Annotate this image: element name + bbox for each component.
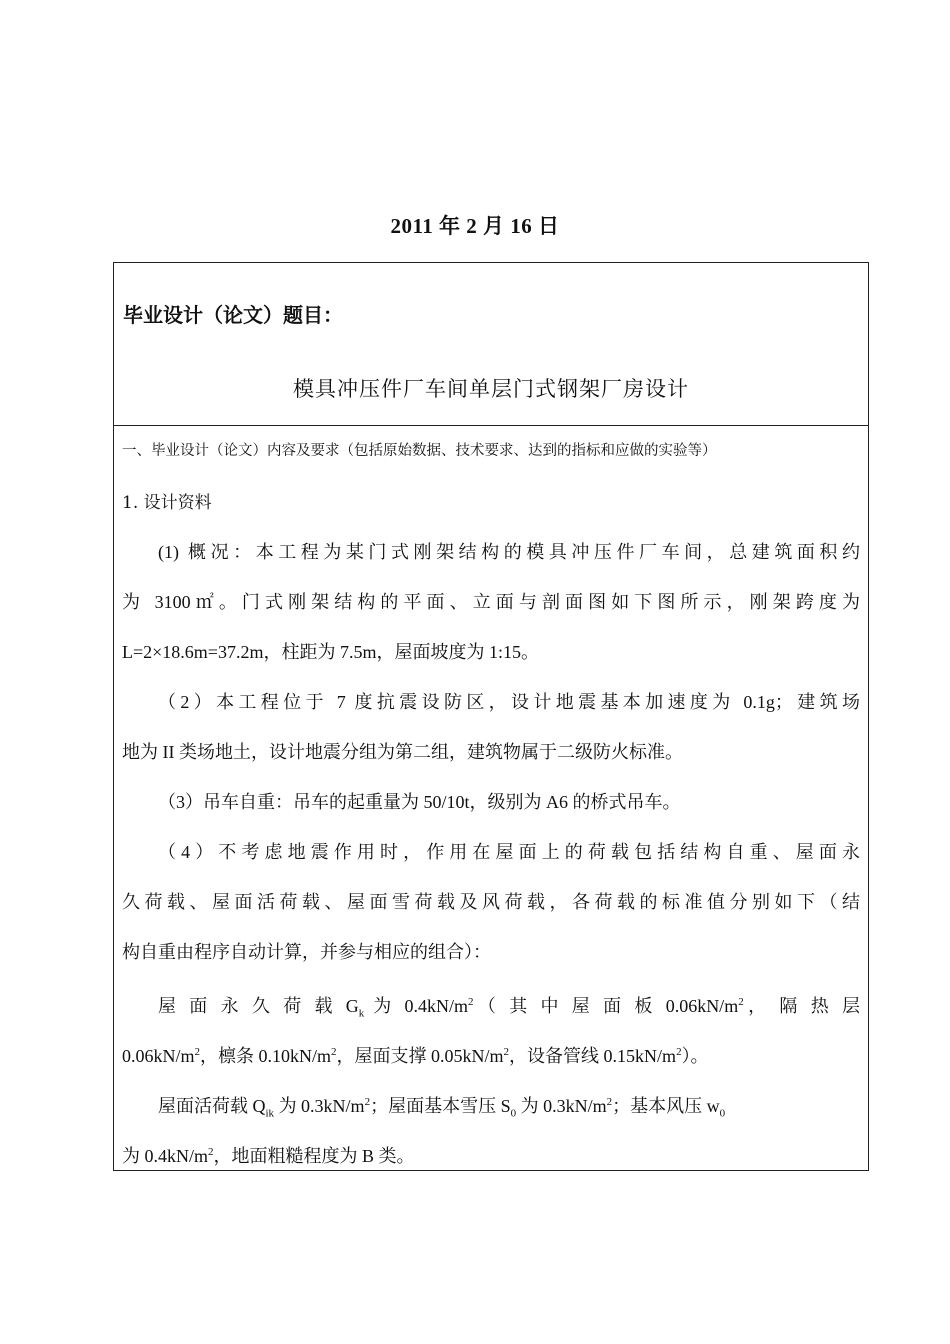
topic-title: 模具冲压件厂车间单层门式钢架厂房设计 bbox=[293, 377, 689, 401]
para1-line3: L=2×18.6m=37.2m，柱距为 7.5m，屋面坡度为 1:15。 bbox=[122, 642, 539, 662]
requirements-heading: 一、毕业设计（论文）内容及要求（包括原始数据、技术要求、达到的指标和应做的实验等） bbox=[122, 443, 717, 459]
para3-line1: （3）吊车自重：吊车的起重量为 50/10t，级别为 A6 的桥式吊车。 bbox=[158, 792, 681, 812]
para4-line2: 久荷载、屋面活荷载、屋面雪荷载及风荷载，各荷载的标准值分别如下（结 bbox=[122, 892, 860, 912]
para6-line1: 屋面活荷载 $Q_{ik}$ 为 $0.3kN/m^2$；屋面基本雪压 $S_0$ 为 $0.3kN/m^2$；基本风压 $w_0$ bbox=[158, 1096, 726, 1120]
topic-label: 毕业设计（论文）题目： bbox=[123, 303, 343, 327]
date-line: 2011 年 2 月 16 日 bbox=[390, 214, 560, 238]
thesis-task-table bbox=[113, 262, 869, 1171]
para2-line2: 地为 II 类场地土，设计地震分组为第二组，建筑物属于二级防火标准。 bbox=[122, 742, 683, 762]
para5-line1: 屋 面 永 久 荷 载 $G_k$ 为 $0.4kN/m^2$（ 其 中 屋 面 板 $0.06kN/m^2$， 隔 热 层 bbox=[158, 996, 860, 1020]
para4-line1: （4）不考虑地震作用时，作用在屋面上的荷载包括结构自重、屋面永 bbox=[158, 842, 860, 862]
para1-line1: (1) 概况：本工程为某门式刚架结构的模具冲压件厂车间，总建筑面积约 bbox=[158, 542, 860, 562]
para4-line3: 构自重由程序自动计算，并参与相应的组合）： bbox=[122, 942, 491, 962]
para2-line1: （2）本工程位于 7 度抗震设防区，设计地震基本加速度为 0.1g；建筑场 bbox=[158, 692, 860, 712]
para1-line2: 为 3100㎡。门式刚架结构的平面、立面与剖面图如下图所示，刚架跨度为 bbox=[122, 592, 860, 612]
para6-line2: 为 $0.4kN/m^2$，地面粗糙程度为 B 类。 bbox=[122, 1146, 415, 1166]
row-divider bbox=[114, 425, 868, 426]
para5-line2: $0.06kN/m^2$，檩条 $0.10kN/m^2$，屋面支撑 $0.05kN/m^2$，设备管线 $0.15kN/m^2$）。 bbox=[122, 1046, 709, 1066]
section-heading: 1. 设计资料 bbox=[122, 493, 212, 513]
